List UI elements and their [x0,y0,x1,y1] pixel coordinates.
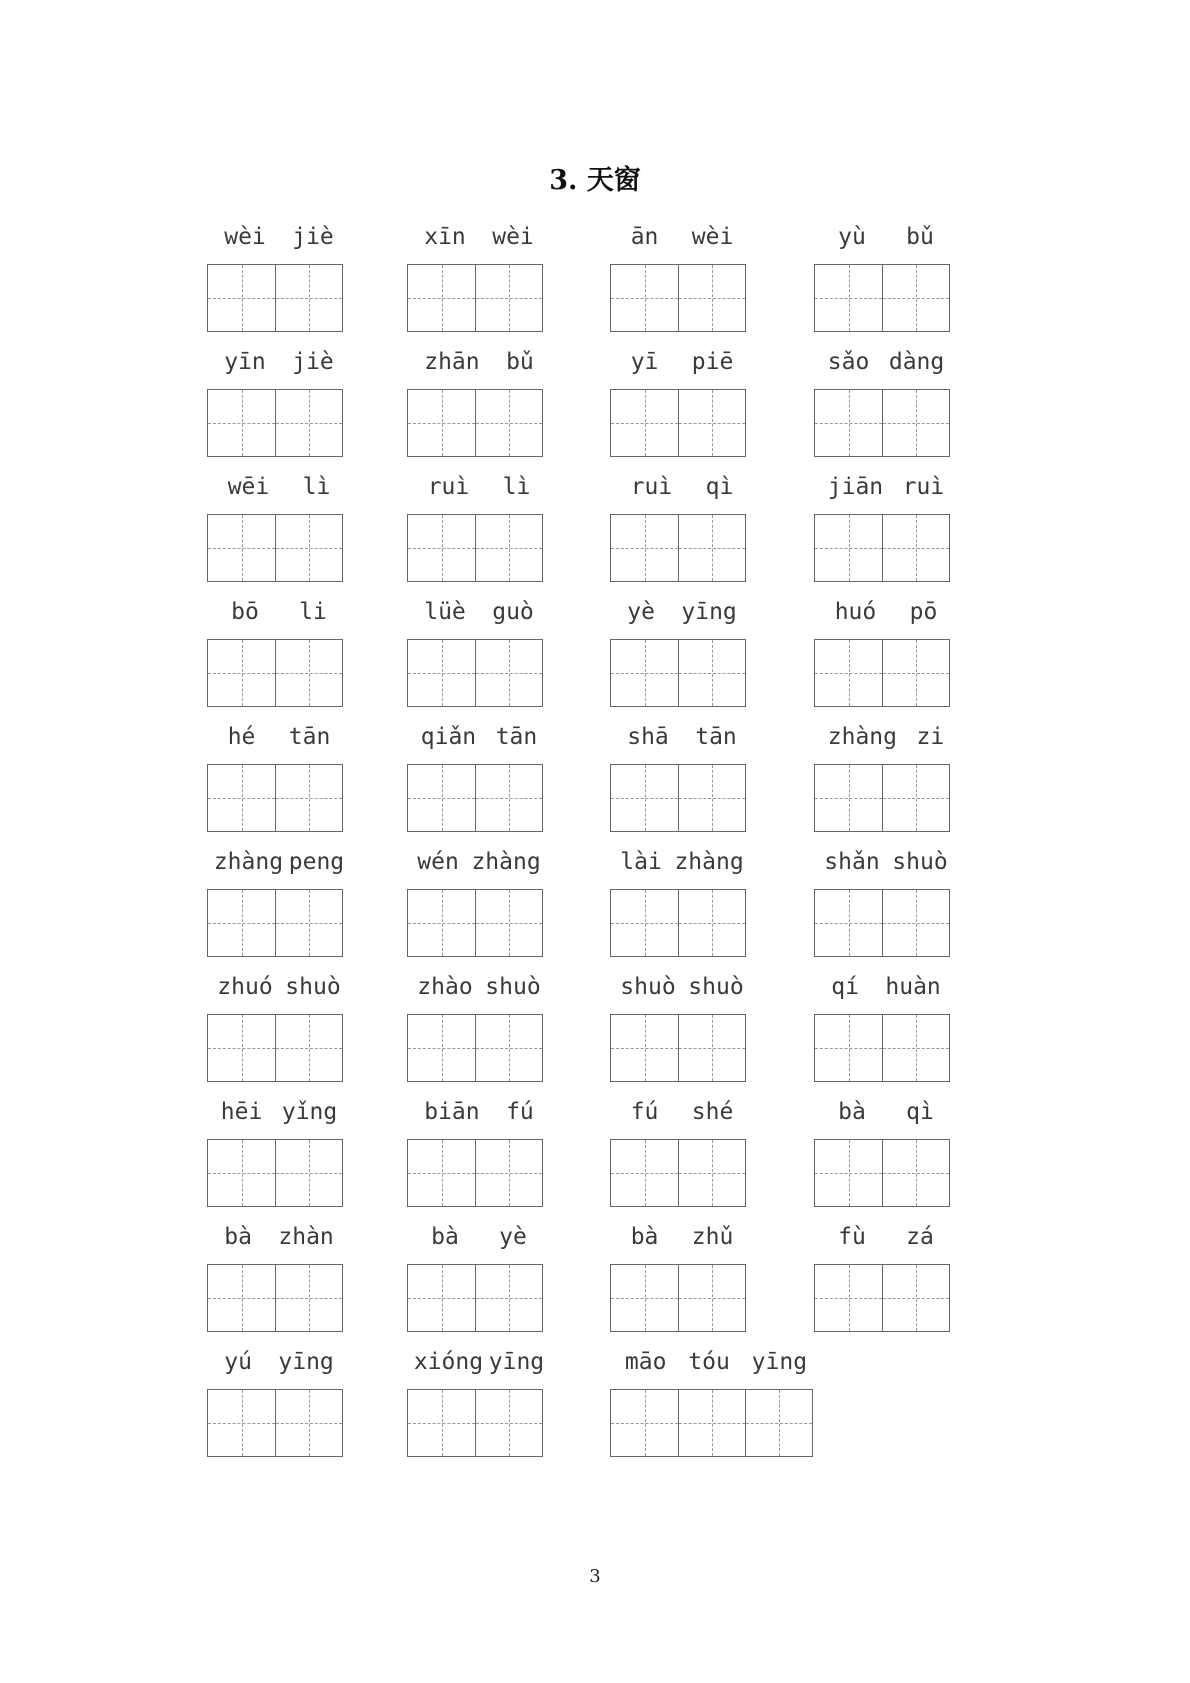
writing-boxes [207,639,343,707]
pinyin-syllable: wēi [227,474,270,500]
tianzige-box[interactable] [475,890,542,956]
pinyin-syllable: bǔ [906,224,934,250]
tianzige-box[interactable] [815,390,882,456]
tianzige-box[interactable] [475,515,542,581]
pinyin-label [207,1097,351,1127]
pinyin-label [407,597,551,627]
tianzige-box[interactable] [678,1015,745,1081]
tianzige-box[interactable] [275,1015,342,1081]
tianzige-box[interactable] [475,1140,542,1206]
tianzige-box[interactable] [882,765,949,831]
writing-boxes [407,764,543,832]
pinyin-syllable: jiān [827,474,884,500]
pinyin-label [407,347,551,377]
tianzige-box[interactable] [678,390,745,456]
pinyin-syllable: sǎo [827,349,870,375]
pinyin-syllable: bō [231,599,259,625]
tianzige-box[interactable] [208,640,275,706]
exercise-item [814,222,958,252]
exercise-item [407,597,551,627]
pinyin-syllable: ruì [902,474,945,500]
tianzige-box[interactable] [611,765,678,831]
pinyin-syllable: jiè [292,224,334,250]
exercise-item [610,222,754,252]
tianzige-box[interactable] [275,515,342,581]
pinyin-syllable: xīn [424,224,466,250]
tianzige-box[interactable] [815,265,882,331]
pinyin-label [610,472,754,502]
pinyin-syllable: li [299,599,327,625]
pinyin-syllable: tóu [688,1349,730,1375]
exercise-item [610,472,754,502]
pinyin-syllable: ruì [427,474,470,500]
exercise-item [207,1222,351,1252]
pinyin-syllable: huó [834,599,877,625]
pinyin-syllable: māo [624,1349,667,1375]
tianzige-box[interactable] [408,640,475,706]
pinyin-label [610,972,754,1002]
pinyin-label [207,847,351,877]
pinyin-syllable: shā [627,724,669,750]
pinyin-label [207,472,351,502]
writing-boxes [207,1014,343,1082]
tianzige-box[interactable] [275,265,342,331]
tianzige-box[interactable] [678,1390,745,1456]
exercise-item [407,972,551,1002]
pinyin-label [814,1222,958,1252]
writing-boxes [610,639,746,707]
page-title: 3. 天窗 [549,165,641,196]
tianzige-box[interactable] [882,1140,949,1206]
tianzige-box[interactable] [275,1265,342,1331]
tianzige-box[interactable] [475,1390,542,1456]
writing-boxes [407,1139,543,1207]
writing-boxes [207,514,343,582]
exercise-item [207,1347,351,1377]
tianzige-box[interactable] [678,1140,745,1206]
tianzige-box[interactable] [208,890,275,956]
pinyin-label [207,347,351,377]
pinyin-label [814,722,958,752]
pinyin-syllable: lài [620,849,662,875]
pinyin-label [207,1347,351,1377]
pinyin-syllable: hēi [220,1099,263,1125]
exercise-item [407,1097,551,1127]
tianzige-box[interactable] [815,515,882,581]
pinyin-syllable: qì [906,1099,934,1125]
pinyin-syllable: yè [627,599,655,625]
pinyin-syllable: bà [630,1224,659,1250]
pinyin-syllable: peng [288,849,345,875]
tianzige-box[interactable] [208,1015,275,1081]
tianzige-box[interactable] [678,765,745,831]
pinyin-syllable: yīng [751,1349,808,1375]
tianzige-box[interactable] [611,1015,678,1081]
pinyin-label [814,1097,958,1127]
exercise-item [610,1097,754,1127]
pinyin-syllable: zhào [417,974,473,1000]
tianzige-box[interactable] [882,890,949,956]
writing-boxes [407,639,543,707]
pinyin-syllable: bà [224,1224,252,1250]
pinyin-syllable: zhān [424,349,480,375]
tianzige-box[interactable] [678,890,745,956]
exercise-item [407,1222,551,1252]
tianzige-box[interactable] [275,640,342,706]
pinyin-syllable: wèi [224,224,266,250]
pinyin-syllable: shuò [285,974,341,1000]
pinyin-syllable: shuò [485,974,541,1000]
tianzige-box[interactable] [208,765,275,831]
tianzige-box[interactable] [882,1265,949,1331]
pinyin-syllable: lüè [424,599,466,625]
writing-boxes [610,264,746,332]
tianzige-box[interactable] [208,1390,275,1456]
exercise-item [814,1222,958,1252]
pinyin-label [407,1347,551,1377]
pinyin-syllable: wèi [691,224,734,250]
tianzige-box[interactable] [815,1015,882,1081]
tianzige-box[interactable] [408,1015,475,1081]
exercise-item [814,972,958,1002]
exercise-item [407,722,551,752]
pinyin-label [407,472,551,502]
writing-boxes [610,1264,746,1332]
pinyin-label [407,972,551,1002]
tianzige-box[interactable] [815,890,882,956]
exercise-item [814,1097,958,1127]
pinyin-label [407,222,551,252]
pinyin-syllable: qí [831,974,859,1000]
tianzige-box[interactable] [882,1015,949,1081]
pinyin-label [610,1347,822,1377]
tianzige-box[interactable] [208,515,275,581]
pinyin-syllable: qì [705,474,734,500]
exercise-item [207,472,351,502]
exercise-item [814,347,958,377]
pinyin-label [407,722,551,752]
pinyin-syllable: jiè [292,349,334,375]
pinyin-syllable: hé [227,724,256,750]
tianzige-box[interactable] [882,390,949,456]
exercise-item [407,472,551,502]
pinyin-syllable: yè [499,1224,527,1250]
writing-boxes [407,1014,543,1082]
pinyin-syllable: shuò [892,849,948,875]
tianzige-box[interactable] [611,515,678,581]
tianzige-box[interactable] [815,640,882,706]
exercise-item [407,347,551,377]
tianzige-box[interactable] [611,1265,678,1331]
pinyin-syllable: shuò [620,974,676,1000]
writing-boxes [814,889,950,957]
writing-boxes [610,889,746,957]
tianzige-box[interactable] [611,1140,678,1206]
pinyin-label [207,722,351,752]
tianzige-box[interactable] [815,765,882,831]
pinyin-syllable: bǔ [506,349,534,375]
pinyin-syllable: ān [630,224,659,250]
pinyin-syllable: guò [492,599,534,625]
pinyin-syllable: fù [838,1224,866,1250]
pinyin-syllable: zhàng [674,849,744,875]
pinyin-syllable: lì [502,474,531,500]
pinyin-label [610,347,754,377]
exercise-item [207,597,351,627]
pinyin-syllable: shǎn [824,849,880,875]
pinyin-syllable: ruì [630,474,673,500]
pinyin-syllable: huàn [885,974,941,1000]
pinyin-syllable: piē [691,349,734,375]
tianzige-box[interactable] [678,265,745,331]
writing-boxes [207,389,343,457]
pinyin-syllable: xióng [413,1349,484,1375]
pinyin-label [207,1222,351,1252]
exercise-item [814,472,958,502]
pinyin-syllable: tān [288,724,331,750]
tianzige-box[interactable] [475,640,542,706]
pinyin-label [814,597,958,627]
pinyin-syllable: yīng [681,599,737,625]
pinyin-syllable: qiǎn [420,724,477,750]
pinyin-label [207,222,351,252]
tianzige-box[interactable] [408,265,475,331]
writing-boxes [610,764,746,832]
writing-boxes [207,889,343,957]
exercise-item [814,597,958,627]
tianzige-box[interactable] [815,1265,882,1331]
tianzige-box[interactable] [678,1265,745,1331]
tianzige-box[interactable] [475,390,542,456]
tianzige-box[interactable] [408,515,475,581]
writing-boxes [814,1139,950,1207]
pinyin-label [407,1222,551,1252]
tianzige-box[interactable] [475,1015,542,1081]
exercise-item [207,847,351,877]
pinyin-syllable: yīng [488,1349,545,1375]
writing-boxes [610,514,746,582]
exercise-item [207,972,351,1002]
pinyin-syllable: biān [424,1099,480,1125]
tianzige-box[interactable] [678,515,745,581]
pinyin-label [610,222,754,252]
pinyin-label [207,972,351,1002]
tianzige-box[interactable] [611,890,678,956]
tianzige-box[interactable] [882,515,949,581]
pinyin-syllable: bà [431,1224,459,1250]
pinyin-label [610,722,754,752]
pinyin-syllable: dàng [888,349,945,375]
pinyin-syllable: wèi [492,224,534,250]
pinyin-syllable: shuò [688,974,744,1000]
exercise-item [207,347,351,377]
page-number: 3 [589,1566,601,1587]
writing-boxes [407,264,543,332]
tianzige-box[interactable] [611,1390,678,1456]
tianzige-box[interactable] [475,265,542,331]
pinyin-syllable: tān [495,724,538,750]
exercise-item [610,1347,822,1377]
pinyin-label [610,1222,754,1252]
tianzige-box[interactable] [745,1390,812,1456]
exercise-item [814,722,958,752]
pinyin-syllable: zi [916,724,945,750]
exercise-item [610,972,754,1002]
tianzige-box[interactable] [208,1265,275,1331]
pinyin-syllable: yīng [278,1349,334,1375]
pinyin-syllable: fú [506,1099,534,1125]
exercise-item [610,722,754,752]
writing-boxes [610,1139,746,1207]
pinyin-label [610,597,754,627]
pinyin-label [814,222,958,252]
pinyin-syllable: tān [695,724,737,750]
exercise-item [407,847,551,877]
pinyin-label [814,472,958,502]
writing-boxes [207,1389,343,1457]
pinyin-syllable: yú [224,1349,252,1375]
pinyin-syllable: wén [417,849,459,875]
pinyin-syllable: zhuó [217,974,273,1000]
exercise-item [207,1097,351,1127]
tianzige-box[interactable] [611,640,678,706]
writing-boxes [407,1264,543,1332]
writing-boxes [407,889,543,957]
pinyin-label [814,847,958,877]
tianzige-box[interactable] [815,1140,882,1206]
tianzige-box[interactable] [611,265,678,331]
writing-boxes [610,1014,746,1082]
exercise-item [207,222,351,252]
tianzige-box[interactable] [208,1140,275,1206]
writing-boxes [610,389,746,457]
writing-boxes [814,264,950,332]
pinyin-syllable: lì [302,474,331,500]
tianzige-box[interactable] [475,765,542,831]
exercise-item [610,847,754,877]
writing-boxes [814,514,950,582]
tianzige-box[interactable] [408,1140,475,1206]
pinyin-syllable: zhàn [278,1224,334,1250]
exercise-item [207,722,351,752]
tianzige-box[interactable] [408,1390,475,1456]
writing-boxes [814,1014,950,1082]
pinyin-syllable: zhǔ [691,1224,734,1250]
tianzige-box[interactable] [208,265,275,331]
writing-boxes [407,514,543,582]
writing-boxes [407,1389,543,1457]
exercise-item [407,1347,551,1377]
pinyin-label [814,972,958,1002]
pinyin-syllable: shé [691,1099,734,1125]
writing-boxes [814,764,950,832]
pinyin-syllable: zhàng [213,849,284,875]
pinyin-label [610,1097,754,1127]
tianzige-box[interactable] [275,890,342,956]
pinyin-syllable: yǐng [281,1099,338,1125]
tianzige-box[interactable] [275,1140,342,1206]
tianzige-box[interactable] [678,640,745,706]
exercise-item [814,847,958,877]
writing-boxes [207,1264,343,1332]
exercise-item [610,597,754,627]
tianzige-box[interactable] [275,390,342,456]
exercise-item [610,1222,754,1252]
pinyin-syllable: zá [906,1224,934,1250]
pinyin-label [207,597,351,627]
pinyin-label [407,847,551,877]
pinyin-syllable: yīn [224,349,266,375]
tianzige-box[interactable] [408,890,475,956]
tianzige-box[interactable] [408,390,475,456]
pinyin-syllable: bà [838,1099,866,1125]
writing-boxes [407,389,543,457]
tianzige-box[interactable] [475,1265,542,1331]
tianzige-box[interactable] [408,765,475,831]
writing-boxes [207,764,343,832]
pinyin-label [610,847,754,877]
writing-boxes [207,1139,343,1207]
tianzige-box[interactable] [275,1390,342,1456]
writing-boxes [207,264,343,332]
pinyin-label [814,347,958,377]
tianzige-box[interactable] [208,390,275,456]
tianzige-box[interactable] [275,765,342,831]
pinyin-syllable: pō [909,599,938,625]
writing-boxes [610,1389,813,1457]
tianzige-box[interactable] [882,640,949,706]
pinyin-syllable: zhàng [471,849,541,875]
pinyin-syllable: yī [630,349,659,375]
writing-boxes [814,1264,950,1332]
tianzige-box[interactable] [882,265,949,331]
writing-boxes [814,389,950,457]
tianzige-box[interactable] [408,1265,475,1331]
exercise-item [610,347,754,377]
exercise-item [407,222,551,252]
writing-boxes [814,639,950,707]
pinyin-label [407,1097,551,1127]
pinyin-syllable: zhàng [827,724,897,750]
tianzige-box[interactable] [611,390,678,456]
pinyin-syllable: yù [838,224,866,250]
pinyin-syllable: fú [630,1099,659,1125]
